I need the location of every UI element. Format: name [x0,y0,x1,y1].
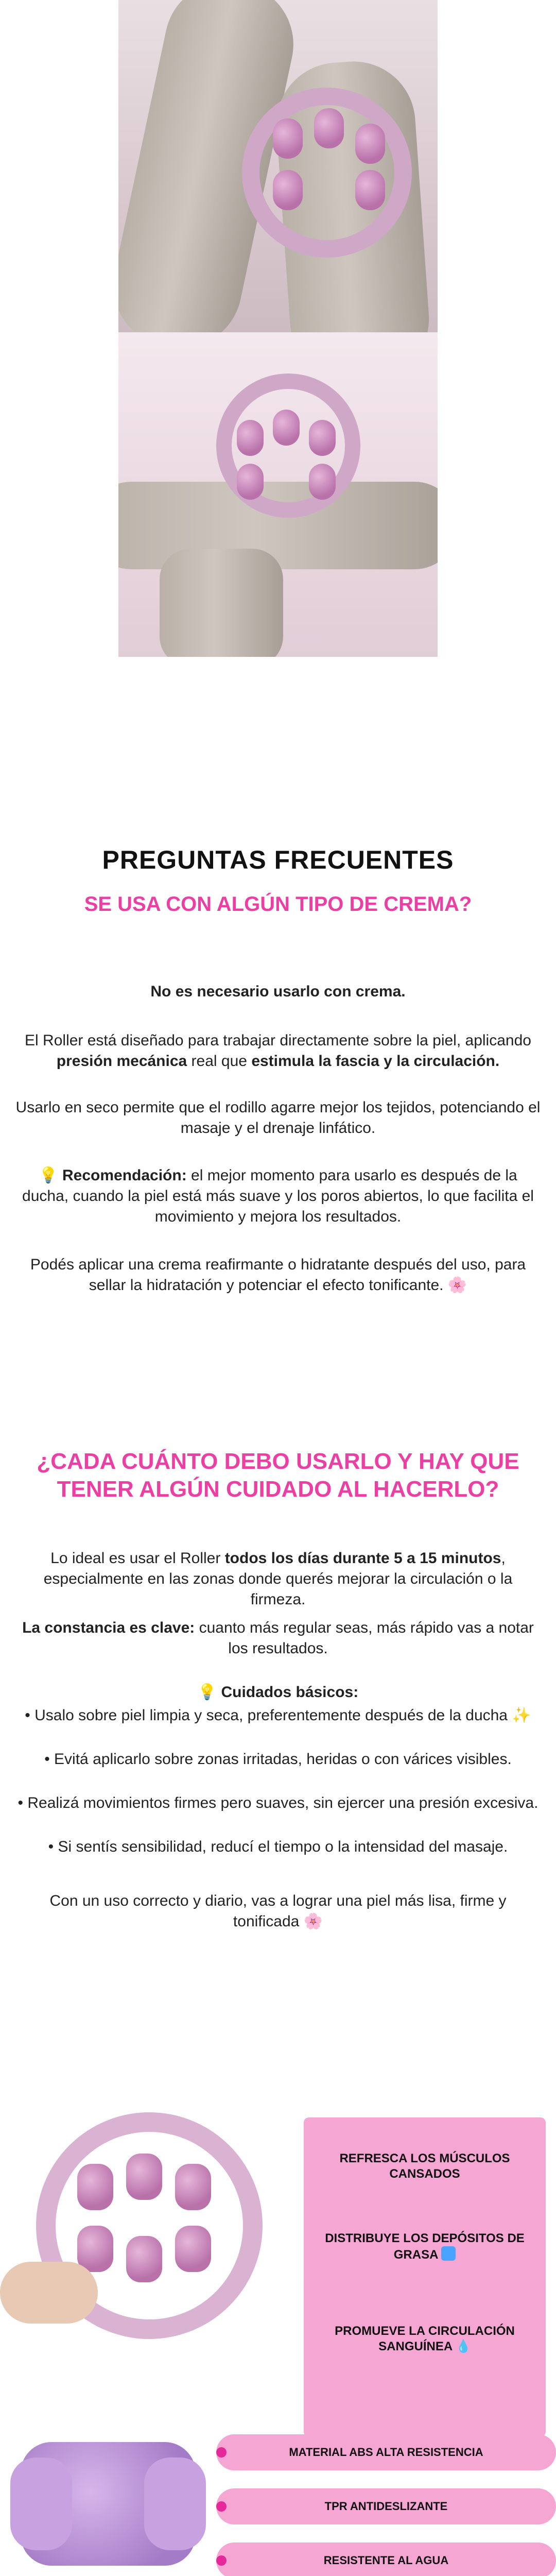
feature-refresca: REFRESCA LOS MÚSCULOS CANSADOS [339,2151,510,2181]
chip-agua: RESISTENTE AL AGUA [216,2543,556,2576]
care-item-3: • Realizá movimientos firmes pero suaves, sin ejercer una presión excesiva. [18,1794,538,1811]
product-photo-roller [0,2092,288,2370]
faq-answer-1-p1: El Roller está diseñado para trabajar directamente sobre la piel, aplicando presión mecánica real que estimula la fascia y la circulación. [25,1032,531,1070]
drop-icon: 💧 [455,2340,471,2353]
faq-answer-2-p1: Lo ideal es usar el Roller todos los días durante 5 a 15 minutos, especialmente en las zonas donde querés mejorar la circulación o la firmeza. [43,1550,513,1608]
chip-dot-3 [216,2555,227,2566]
flower-icon: 🌸 [303,1913,323,1930]
care-title: 💡 Cuidados básicos: [197,1684,359,1701]
feature-distribuye: DISTRIBUYE LOS DEPÓSITOS DE GRASA [325,2231,525,2262]
sparkle-icon: ✨ [512,1707,531,1724]
faq-answer-1-p3: 💡 Recomendación: el mejor momento para usarlo es después de la ducha, cuando la piel está más suave y los poros abiertos, lo que facilita el movimiento y mejora los resultados. [22,1167,534,1225]
chip-tpr: TPR ANTIDESLIZANTE [216,2488,556,2524]
hero-photo-seated-roller [118,332,438,657]
product-photo-wheels [0,2427,216,2576]
faq-question-1: SE USA CON ALGÚN TIPO DE CREMA? [84,893,472,916]
faq-answer-1-p4: Podés aplicar una crema reafirmante o hidratante después del uso, para sellar la hidratación y potenciar el efecto tonificante. 🌸 [30,1256,526,1294]
sparkle-icon: 🌸 [447,1277,467,1294]
faq-answer-2-p2: La constancia es clave: cuanto más regular seas, más rápido vas a notar los resultados. [22,1619,534,1657]
chip-dot-2 [216,2501,227,2512]
care-item-1: • Usalo sobre piel limpia y seca, preferentemente después de la ducha ✨ [25,1707,531,1724]
faq-answer-1-p2: Usarlo en seco permite que el rodillo agarre mejor los tejidos, potenciando el masaje y el drenaje linfático. [15,1099,541,1137]
faq-question-2: ¿CADA CUÁNTO DEBO USARLO Y HAY QUE TENER ALGÚN CUIDADO AL HACERLO? [37,1449,519,1502]
lightbulb-icon: 💡 [39,1167,58,1184]
chip-material-abs: MATERIAL ABS ALTA RESISTENCIA [216,2434,556,2470]
feature-promueve: PROMUEVE LA CIRCULACIÓN SANGUÍNEA 💧 [335,2324,515,2353]
care-item-2: • Evitá aplicarlo sobre zonas irritadas, heridas o con várices visibles. [44,1751,512,1768]
faq-answer-2-p3: Con un uso correcto y diario, vas a lograr una piel más lisa, firme y tonificada 🌸 [49,1892,507,1930]
faq-answer-1-strong: No es necesario usarlo con crema. [150,983,406,1000]
faq-title: PREGUNTAS FRECUENTES [102,845,454,874]
care-item-4: • Si sentís sensibilidad, reducí el tiempo o la intensidad del masaje. [48,1838,508,1855]
chip-dot-1 [216,2447,227,2458]
hero-photo-legs-roller [118,0,438,332]
lightbulb-icon: 💡 [197,1684,217,1701]
check-icon [441,2246,456,2261]
